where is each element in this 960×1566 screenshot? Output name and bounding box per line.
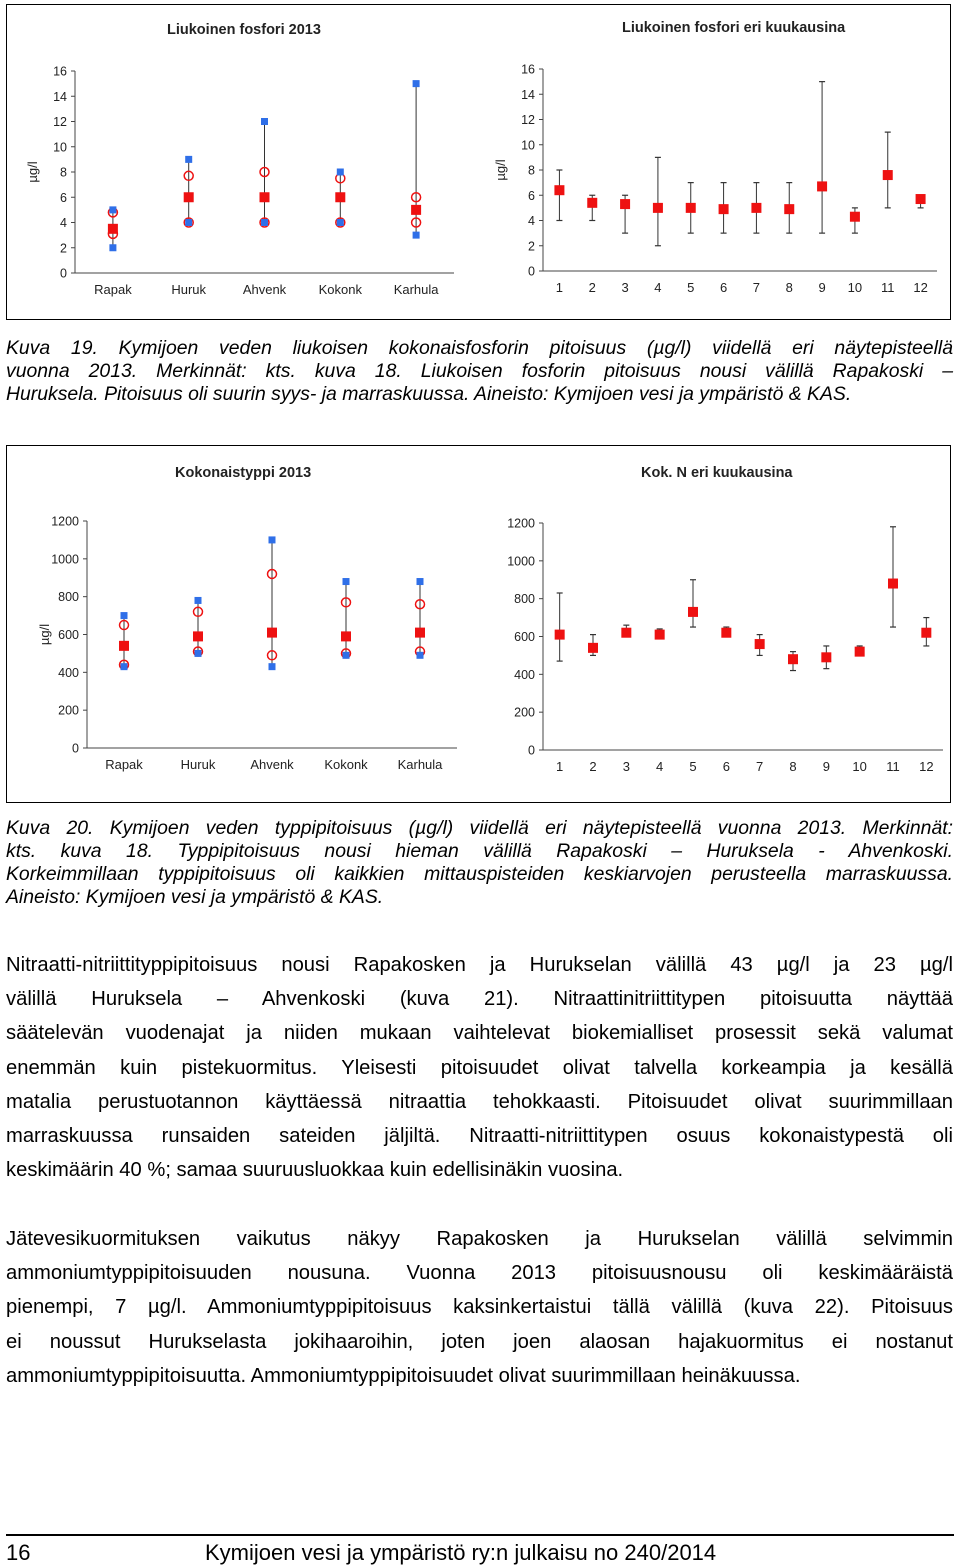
mean-point [411,205,421,215]
mean-point [719,204,729,214]
min-point [413,232,420,239]
y-tick-label: 0 [60,266,67,281]
caption-line: Huruksela. Pitoisuus oli suurin syys- ja marraskuussa. Aineisto: Kymijoen vesi ja ympäristö & KAS. [6,383,852,405]
mean-point [883,170,893,180]
y-tick-label: 1000 [51,552,79,567]
x-tick-label: 3 [622,759,630,774]
paragraph-line: enemmän kuin pistekuormitus. Yleisesti pitoisuudet olivat talvella korkeampia ja kesällä [6,1056,953,1079]
y-tick-label: 8 [60,165,67,180]
chart-title: Kokonaistyppi 2013 [175,465,312,481]
caption-line: Aineisto: Kymijoen vesi ja ympäristö & KAS. [6,886,384,908]
y-tick-label: 10 [521,138,535,153]
x-tick-label: 8 [785,280,793,295]
mean-point [821,652,831,662]
x-tick-label: 7 [752,280,761,295]
y-tick-label: 6 [528,188,535,203]
y-tick-label: 6 [60,190,67,205]
x-tick-label: 7 [756,759,764,774]
max-point [109,206,116,213]
x-tick-label: Kokonk [318,282,362,297]
x-tick-label: Kokonk [324,757,368,772]
page-number: 16 [6,1540,31,1565]
caption-line: Korkeimmillaan typpipitoisuus oli kaikkien mittauspisteiden keskiarvojen perusteella marraskuussa. [6,863,953,885]
x-tick-label: 1 [556,759,564,774]
mean-point [850,212,860,222]
mean-point [888,579,898,589]
mean-point [688,607,698,617]
x-tick-label: Huruk [180,757,216,772]
chart [37,465,457,772]
y-tick-label: 12 [53,115,67,129]
y-tick-label: 1000 [507,554,535,569]
y-tick-label: 400 [514,667,535,682]
mean-point [554,185,564,195]
y-tick-label: 14 [53,89,67,104]
paragraph-line: ammoniumtyppipitoisuuden nousuna. Vuonna 2013 pitoisuusnousu oli keskimääräistä [6,1262,953,1285]
y-tick-label: 800 [58,590,79,605]
y-tick-label: 0 [528,743,535,758]
mean-point [193,631,203,641]
paragraph-line: Jätevesikuormituksen vaikutus näkyy Rapakosken ja Hurukselan välillä selvimmin [6,1228,953,1250]
mean-point [341,631,351,641]
y-tick-label: 200 [58,703,79,718]
y-tick-label: 4 [60,216,67,230]
mean-point [855,647,865,657]
max-point [337,169,344,176]
x-tick-label: 12 [913,280,928,295]
figure-19-caption [6,337,953,406]
mean-point [184,192,194,202]
footer-publication: Kymijoen vesi ja ympäristö ry:n julkaisu no 240/2014 [205,1540,717,1565]
chart-title: Liukoinen fosfori eri kuukausina [622,20,846,36]
mean-point [788,654,798,664]
body-paragraph-ammonium [6,1222,953,1393]
max-point [121,612,128,619]
y-tick-label: 600 [514,630,535,644]
figure-19-charts [7,5,952,321]
y-tick-label: 8 [528,163,535,178]
min-point [121,663,128,670]
y-tick-label: 12 [521,113,535,127]
x-tick-label: 1 [555,280,564,295]
mean-point [686,203,696,213]
chart [507,465,943,774]
y-tick-label: 600 [58,628,79,642]
y-axis-label: µg/l [493,159,508,181]
y-tick-label: 10 [53,140,67,155]
mean-point [267,628,277,638]
y-tick-label: 1200 [51,514,79,529]
mean-point [721,628,731,638]
max-point [343,578,350,585]
x-tick-label: Huruk [171,282,207,297]
mean-point [621,628,631,638]
mean-point [653,203,663,213]
x-tick-label: 8 [789,759,797,774]
y-tick-label: 2 [60,241,67,256]
max-point [269,536,276,543]
mean-point [335,192,345,202]
x-tick-label: Rapak [94,282,132,297]
y-tick-label: 4 [528,214,535,228]
x-tick-label: Karhula [393,282,439,297]
y-tick-label: 1200 [507,516,535,531]
figure-20-box [6,445,951,803]
min-point [337,219,344,226]
y-tick-label: 400 [58,665,79,680]
chart-title: Liukoinen fosfori 2013 [167,22,321,38]
body-paragraph-nitrate [6,948,953,1187]
mean-point [655,630,665,640]
chart [493,20,937,295]
mean-point [555,630,565,640]
x-tick-label: 2 [588,280,596,295]
x-tick-label: 4 [654,280,662,295]
paragraph-line: marraskuussa runsaiden sateiden jäljiltä. Nitraatti-nitriittitypen osuus kokonaistypestä oli [6,1125,953,1148]
y-axis-label: µg/l [25,161,40,183]
mean-point [751,203,761,213]
paragraph-line: keskimäärin 40 %; samaa suuruusluokkaa kuin edellisinäkin vuosina. [6,1159,624,1182]
x-tick-label: Rapak [105,757,143,772]
mean-point [587,198,597,208]
max-point [261,118,268,125]
min-point [269,663,276,670]
y-tick-label: 2 [528,239,535,254]
min-point [185,219,192,226]
x-tick-label: 11 [886,759,900,774]
paragraph-line: pienempi, 7 µg/l. Ammoniumtyppipitoisuus kaksinkertaistui tällä välillä (kuva 22). Pitoisuus [6,1296,953,1319]
min-point [109,244,116,251]
y-tick-label: 0 [528,264,535,279]
mean-point [119,641,129,651]
y-tick-label: 14 [521,87,535,102]
caption-line: Kuva 19. Kymijoen veden liukoisen kokonaisfosforin pitoisuus (µg/l) viidellä eri näytepisteellä [6,337,953,359]
y-tick-label: 800 [514,592,535,607]
x-tick-label: 12 [919,759,934,774]
y-tick-label: 200 [514,705,535,720]
mean-point [817,181,827,191]
x-tick-label: Ahvenk [250,757,294,772]
figure-20-caption [6,817,953,909]
x-tick-label: 10 [847,280,863,295]
mean-point [588,643,598,653]
paragraph-line: ammoniumtyppipitoisuutta. Ammoniumtyppipitoisuudet olivat suurimmillaan heinäkuussa. [6,1364,801,1387]
caption-line: Kuva 20. Kymijoen veden typpipitoisuus (µg/l) viidellä eri näytepisteellä vuonna 2013. Merkinnät: [6,817,953,839]
chart-title: Kok. N eri kuukausina [641,465,793,481]
footer-rule [6,1534,954,1536]
figure-19-box [6,4,951,320]
mean-point [260,192,270,202]
mean-point [620,199,630,209]
paragraph-line: säätelevän vuodenajat ja niiden mukaan vaihtelevat biokemialliset prosessit sekä valumat [6,1022,953,1045]
max-point [417,578,424,585]
chart [25,22,454,297]
x-tick-label: 9 [818,280,826,295]
min-point [417,652,424,659]
paragraph-line: välillä Huruksela – Ahvenkoski (kuva 21). Nitraattinitriittitypen pitoisuutta näyttää [6,988,953,1011]
x-tick-label: 9 [822,759,830,774]
min-point [261,219,268,226]
paragraph-line: ei noussut Hurukselasta jokihaaroihin, joten joen alaosan hajakuormitus ei nostanut [6,1330,953,1353]
mean-point [415,628,425,638]
x-tick-label: 11 [881,280,895,295]
x-tick-label: 2 [589,759,597,774]
figure-20-charts [7,446,952,804]
max-point [413,80,420,87]
caption-line: vuonna 2013. Merkinnät: kts. kuva 18. Liukoisen fosforin pitoisuus nousi välillä Rapakoski – [6,360,953,382]
max-point [185,156,192,163]
paragraph-line: Nitraatti-nitriittityppipitoisuus nousi Rapakosken ja Hurukselan välillä 43 µg/l ja 23 µg/l [6,954,953,976]
x-tick-label: 5 [687,280,695,295]
max-point [195,597,202,604]
caption-line: kts. kuva 18. Typpipitoisuus nousi hieman välillä Rapakoski – Huruksela - Ahvenkoski. [6,840,953,862]
x-tick-label: Ahvenk [242,282,287,297]
min-point [343,652,350,659]
x-tick-label: 6 [719,280,728,295]
x-tick-label: 3 [621,280,629,295]
y-tick-label: 16 [521,62,535,77]
min-point [195,650,202,657]
x-tick-label: 5 [689,759,697,774]
y-tick-label: 0 [72,741,79,756]
mean-point [755,639,765,649]
x-tick-label: 6 [722,759,730,774]
x-tick-label: Karhula [397,757,443,772]
x-tick-label: 10 [852,759,867,774]
x-tick-label: 4 [656,759,664,774]
y-tick-label: 16 [53,64,67,79]
mean-point [921,628,931,638]
mean-point [916,194,926,204]
mean-point [784,204,794,214]
mean-point [108,224,118,234]
paragraph-line: matalia perustuotannon käyttäessä nitraattia tehokkaasti. Pitoisuudet olivat suurimmillaan [6,1090,953,1113]
y-axis-label: µg/l [37,623,52,646]
